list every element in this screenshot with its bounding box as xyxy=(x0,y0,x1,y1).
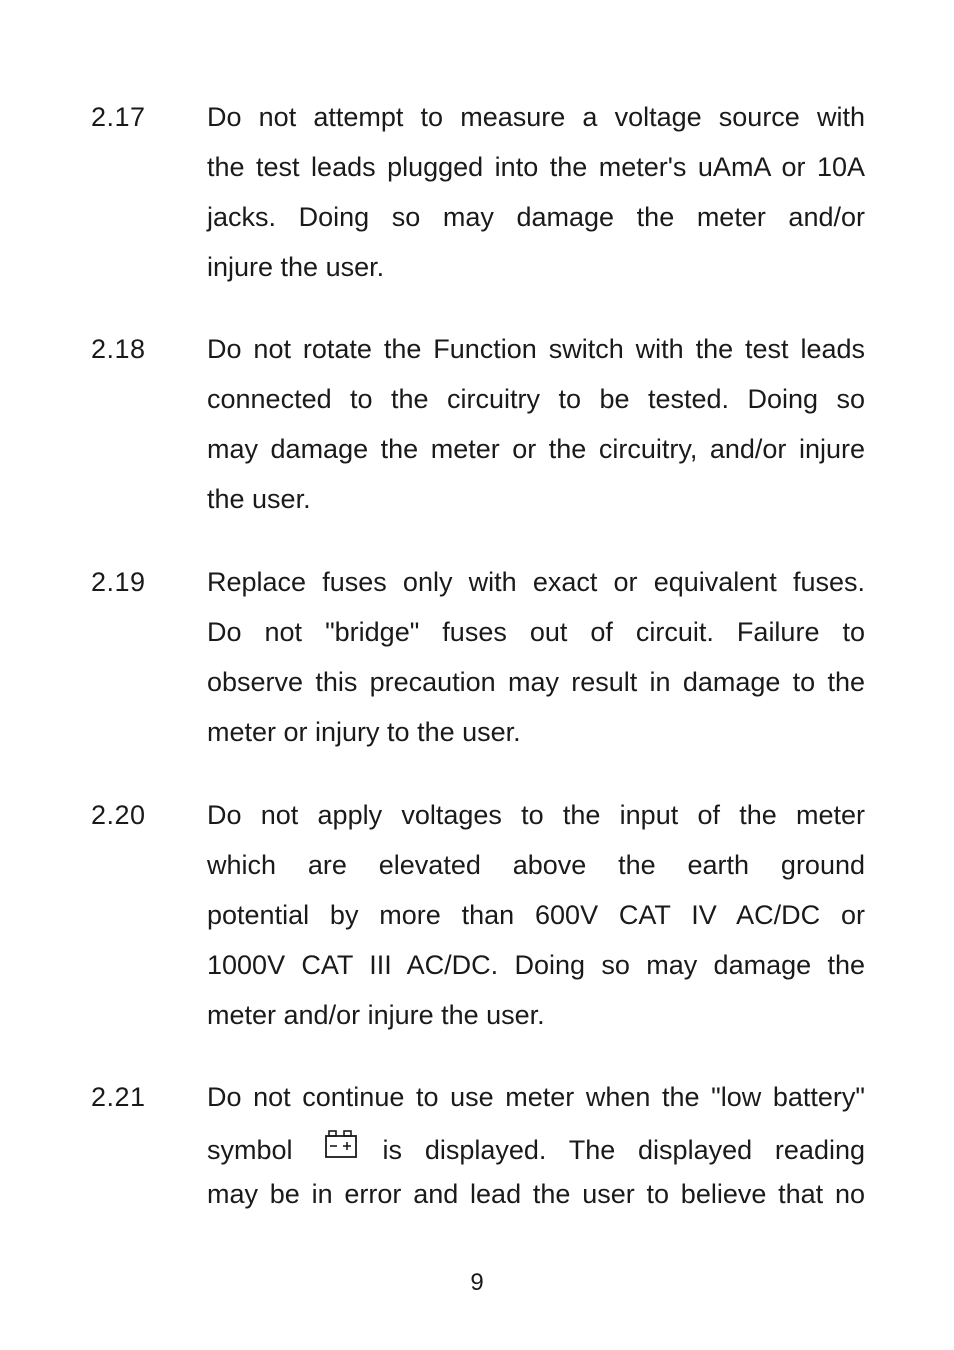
text-line: may damage the meter or the circuitry, and/or injure xyxy=(207,434,865,464)
text-segment: symbol xyxy=(207,1134,293,1165)
text-line: Do not rotate the Function switch with the test leads xyxy=(207,334,865,364)
text-line: observe this precaution may result in damage to the xyxy=(207,667,865,697)
section-number: 2.17 xyxy=(91,102,146,132)
text-line: the test leads plugged into the meter's uAmA or 10A xyxy=(207,152,865,182)
text-line: Do not "bridge" fuses out of circuit. Failure to xyxy=(207,617,865,647)
section-number: 2.20 xyxy=(91,800,146,830)
text-segment: is displayed. The displayed reading xyxy=(382,1134,865,1165)
section-text xyxy=(207,1072,865,1219)
text-line: may be in error and lead the user to believe that no xyxy=(207,1179,865,1209)
text-line: connected to the circuitry to be tested. Doing so xyxy=(207,384,865,414)
section-number: 2.18 xyxy=(91,334,146,364)
text-line: injure the user. xyxy=(207,252,385,282)
text-line: the user. xyxy=(207,484,311,514)
text-line: potential by more than 600V CAT IV AC/DC or xyxy=(207,900,865,930)
section-number: 2.21 xyxy=(91,1082,146,1112)
text-line: Replace fuses only with exact or equivalent fuses. xyxy=(207,567,865,597)
text-line: which are elevated above the earth ground xyxy=(207,850,865,880)
section-text xyxy=(207,790,865,1040)
page-number: 9 xyxy=(470,1269,484,1296)
section-text xyxy=(207,557,865,757)
section-number: 2.19 xyxy=(91,567,146,597)
text-line: Do not continue to use meter when the "low battery" xyxy=(207,1082,865,1112)
text-line: Do not apply voltages to the input of the meter xyxy=(207,800,865,830)
text-line: meter or injury to the user. xyxy=(207,717,521,747)
text-line: jacks. Doing so may damage the meter and/or xyxy=(207,202,865,232)
text-line: meter and/or injure the user. xyxy=(207,1000,545,1030)
low-battery-icon xyxy=(325,1130,357,1160)
section-text xyxy=(207,92,865,292)
text-line: Do not attempt to measure a voltage source with xyxy=(207,102,865,132)
section-text xyxy=(207,324,865,524)
text-line: 1000V CAT III AC/DC. Doing so may damage the xyxy=(207,950,865,980)
